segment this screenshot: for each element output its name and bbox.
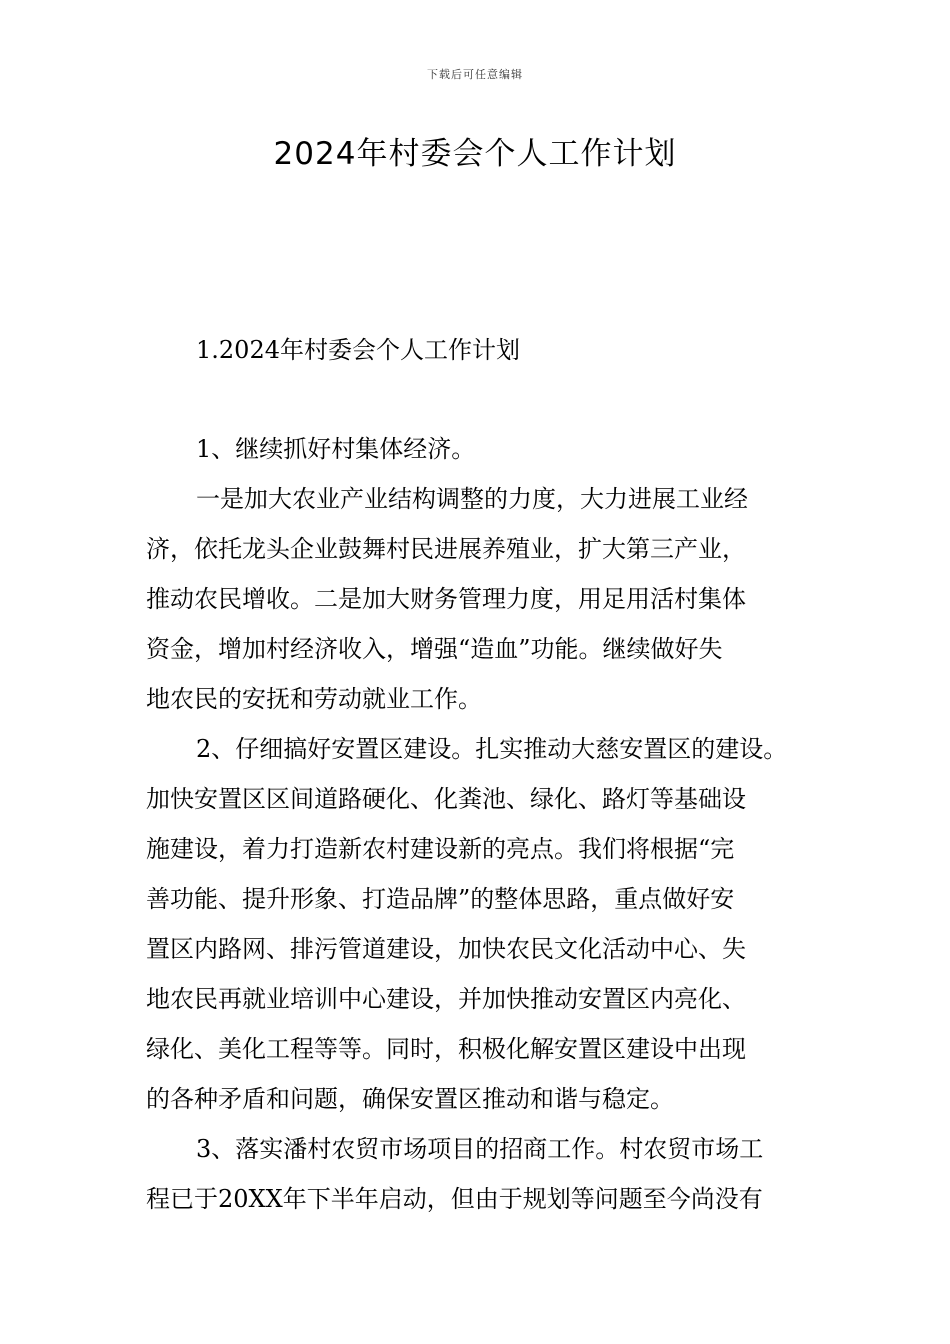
paragraph-2 <box>146 474 808 724</box>
paragraph-line: 的各种矛盾和问题，确保安置区推动和谐与稳定。 <box>146 1085 674 1113</box>
paragraph-line: 推动农民增收。二是加大财务管理力度，用足用活村集体 <box>146 585 746 613</box>
paragraph-line: 绿化、美化工程等等。同时，积极化解安置区建设中出现 <box>146 1035 746 1063</box>
paragraph-line: 施建设，着力打造新农村建设新的亮点。我们将根据“完 <box>146 835 735 863</box>
paragraph-line: 程已于20XX年下半年启动，但由于规划等问题至今尚没有 <box>146 1185 763 1213</box>
document-title: 2024年村委会个人工作计划 <box>273 136 677 172</box>
paragraph-line: 1、继续抓好村集体经济。 <box>196 435 476 463</box>
paragraph-line: 地农民再就业培训中心建设，并加快推动安置区内亮化、 <box>146 985 746 1013</box>
paragraph-line: 善功能、提升形象、打造品牌”的整体思路，重点做好安 <box>146 885 735 913</box>
paragraph-line: 2、仔细搞好安置区建设。扎实推动大慈安置区的建设。 <box>196 735 788 763</box>
paragraph-line: 济，依托龙头企业鼓舞村民进展养殖业，扩大第三产业， <box>146 535 746 563</box>
paragraph-line: 加快安置区区间道路硬化、化粪池、绿化、路灯等基础设 <box>146 785 746 813</box>
paragraph-line: 资金，增加村经济收入，增强“造血”功能。继续做好失 <box>146 635 723 663</box>
paragraph-line: 置区内路网、排污管道建设，加快农民文化活动中心、失 <box>146 935 746 963</box>
paragraph-3 <box>146 724 808 1124</box>
paragraph-1 <box>146 424 808 474</box>
header-note: 下载后可任意编辑 <box>427 68 523 81</box>
section-subtitle: 1.2024年村委会个人工作计划 <box>196 336 520 364</box>
paragraph-line: 3、落实潘村农贸市场项目的招商工作。村农贸市场工 <box>196 1135 764 1163</box>
paragraph-4 <box>146 1124 808 1224</box>
paragraph-line: 地农民的安抚和劳动就业工作。 <box>146 685 482 713</box>
paragraph-line: 一是加大农业产业结构调整的力度，大力进展工业经 <box>196 485 748 513</box>
